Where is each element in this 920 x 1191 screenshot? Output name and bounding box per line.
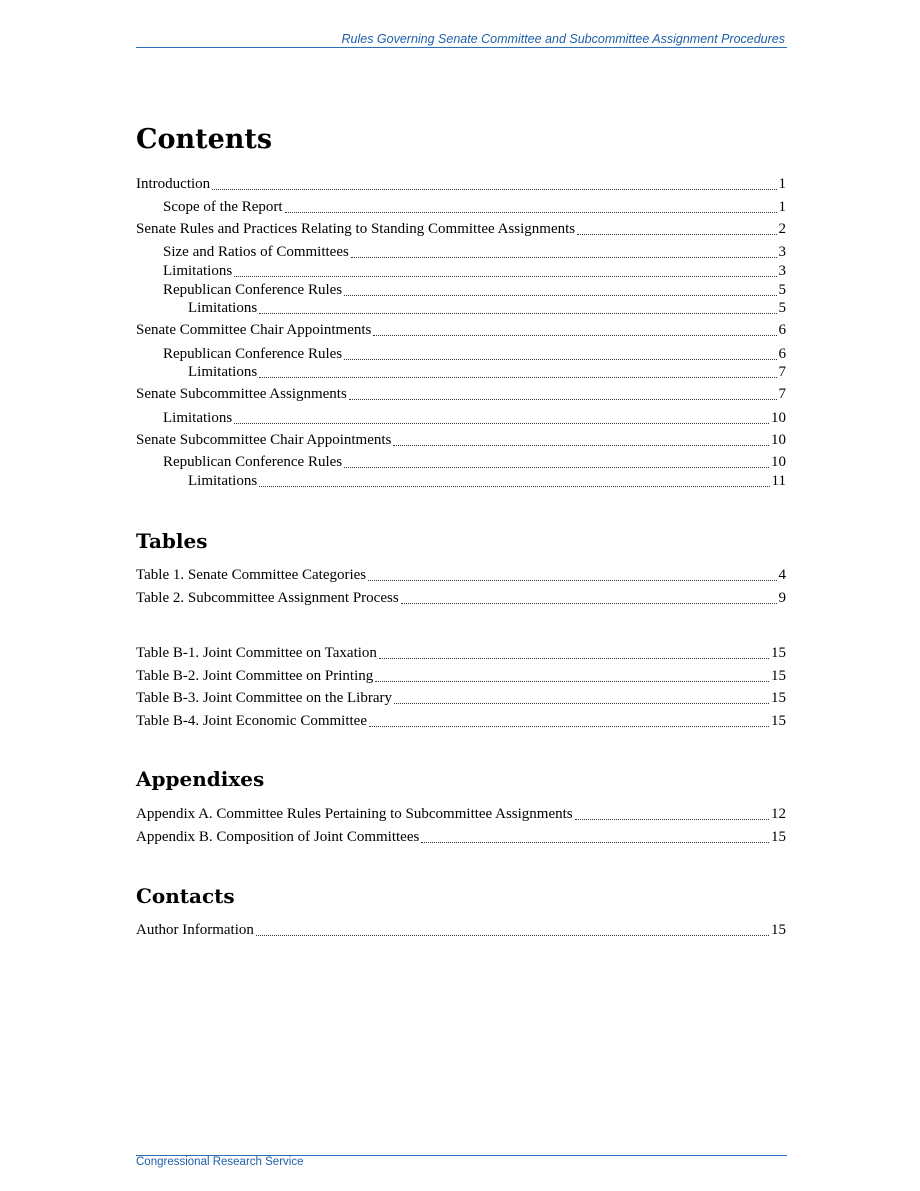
toc-entry-senate-rules-practices[interactable]: [136, 219, 786, 239]
toc-entry-appendix-b[interactable]: [136, 827, 786, 847]
toc-entry-page: 10: [771, 432, 786, 448]
toc-entry-page: 15: [771, 829, 786, 845]
dot-leader: [234, 276, 776, 277]
dot-leader: [379, 658, 769, 659]
toc-entry-limitations[interactable]: [188, 362, 786, 382]
dot-leader: [344, 359, 776, 360]
toc-entry-title: Size and Ratios of Committees: [163, 244, 349, 260]
dot-leader: [373, 335, 776, 336]
dot-leader: [234, 423, 769, 424]
toc-entry-subcommittee-chair-appointments[interactable]: [136, 430, 786, 450]
dot-leader: [259, 313, 776, 314]
toc-entry-title: Table B-1. Joint Committee on Taxation: [136, 645, 377, 661]
toc-entry-title: Limitations: [188, 300, 258, 316]
toc-entry-page: 7: [778, 386, 786, 402]
toc-entry-page: 15: [771, 668, 786, 684]
toc-entry-title: Table 2. Subcommittee Assignment Process: [136, 590, 399, 606]
toc-entry-title: Limitations: [163, 410, 233, 426]
toc-entry-limitations[interactable]: [163, 261, 786, 281]
dot-leader: [394, 703, 769, 704]
contents-heading: Contents: [136, 124, 273, 155]
toc-entry-size-ratios[interactable]: [163, 242, 786, 262]
dot-leader: [344, 295, 776, 296]
toc-entry-page: 6: [778, 322, 786, 338]
toc-entry-introduction[interactable]: [136, 174, 786, 194]
toc-entry-title: Senate Subcommittee Assignments: [136, 386, 347, 402]
toc-entry-title: Republican Conference Rules: [163, 346, 343, 362]
toc-entry-title: Table B-4. Joint Economic Committee: [136, 713, 367, 729]
toc-entry-limitations[interactable]: [188, 471, 786, 491]
toc-entry-table-2[interactable]: [136, 588, 786, 608]
dot-leader: [349, 399, 777, 400]
toc-entry-title: Republican Conference Rules: [163, 282, 343, 298]
dot-leader: [259, 377, 776, 378]
toc-entry-title: Table B-2. Joint Committee on Printing: [136, 668, 374, 684]
toc-entry-title: Senate Subcommittee Chair Appointments: [136, 432, 392, 448]
contacts-heading: Contacts: [136, 884, 235, 908]
toc-entry-title: Limitations: [188, 364, 258, 380]
toc-entry-appendix-a[interactable]: [136, 804, 786, 824]
dot-leader: [369, 726, 769, 727]
tables-heading: Tables: [136, 529, 208, 553]
running-header: Rules Governing Senate Committee and Subcommittee Assignment Procedures: [341, 32, 785, 46]
dot-leader: [375, 681, 769, 682]
toc-entry-author-information[interactable]: [136, 920, 786, 940]
dot-leader: [285, 212, 777, 213]
toc-entry-page: 12: [771, 806, 786, 822]
dot-leader: [259, 486, 769, 487]
toc-entry-title: Table 1. Senate Committee Categories: [136, 567, 367, 583]
dot-leader: [212, 189, 776, 190]
toc-entry-table-1[interactable]: [136, 565, 786, 585]
toc-entry-title: Table B-3. Joint Committee on the Library: [136, 690, 392, 706]
toc-entry-subcommittee-assignments[interactable]: [136, 384, 786, 404]
toc-entry-title: Limitations: [188, 473, 258, 489]
toc-entry-republican-conference-rules[interactable]: [163, 452, 786, 472]
footer-organization: Congressional Research Service: [136, 1156, 304, 1168]
toc-entry-page: 10: [771, 410, 786, 426]
toc-entry-title: Senate Committee Chair Appointments: [136, 322, 372, 338]
toc-entry-republican-conference-rules[interactable]: [163, 344, 786, 364]
toc-entry-table-b4[interactable]: [136, 711, 786, 731]
toc-entry-title: Author Information: [136, 922, 254, 938]
toc-entry-limitations[interactable]: [163, 408, 786, 428]
appendixes-heading: Appendixes: [136, 767, 265, 791]
toc-entry-page: 2: [778, 221, 786, 237]
toc-entry-title: Appendix B. Composition of Joint Committees: [136, 829, 420, 845]
toc-entry-page: 1: [778, 199, 786, 215]
dot-leader: [344, 467, 769, 468]
toc-entry-title: Senate Rules and Practices Relating to Standing Committee Assignments: [136, 221, 576, 237]
toc-entry-title: Limitations: [163, 263, 233, 279]
toc-entry-committee-chair-appointments[interactable]: [136, 320, 786, 340]
header-divider: [136, 47, 787, 48]
dot-leader: [393, 445, 769, 446]
toc-entry-table-b3[interactable]: [136, 688, 786, 708]
toc-entry-page: 5: [778, 282, 786, 298]
toc-entry-title: Introduction: [136, 176, 211, 192]
toc-entry-page: 11: [771, 473, 786, 489]
dot-leader: [421, 842, 769, 843]
toc-entry-table-b1[interactable]: [136, 643, 786, 663]
toc-entry-republican-conference-rules[interactable]: [163, 280, 786, 300]
toc-entry-title: Scope of the Report: [163, 199, 283, 215]
toc-entry-page: 4: [778, 567, 786, 583]
toc-entry-page: 3: [778, 263, 786, 279]
toc-entry-page: 7: [778, 364, 786, 380]
dot-leader: [256, 935, 769, 936]
toc-entry-page: 10: [771, 454, 786, 470]
dot-leader: [401, 603, 777, 604]
toc-entry-scope-of-report[interactable]: [163, 197, 786, 217]
toc-entry-page: 15: [771, 922, 786, 938]
toc-entry-page: 3: [778, 244, 786, 260]
dot-leader: [575, 819, 769, 820]
toc-entry-table-b2[interactable]: [136, 666, 786, 686]
dot-leader: [577, 234, 776, 235]
toc-entry-limitations[interactable]: [188, 298, 786, 318]
dot-leader: [368, 580, 776, 581]
toc-entry-title: Republican Conference Rules: [163, 454, 343, 470]
toc-entry-page: 1: [778, 176, 786, 192]
toc-entry-page: 15: [771, 645, 786, 661]
toc-entry-title: Appendix A. Committee Rules Pertaining to Subcommittee Assignments: [136, 806, 573, 822]
toc-entry-page: 6: [778, 346, 786, 362]
toc-entry-page: 15: [771, 690, 786, 706]
toc-entry-page: 15: [771, 713, 786, 729]
dot-leader: [351, 257, 777, 258]
toc-entry-page: 9: [778, 590, 786, 606]
toc-entry-page: 5: [778, 300, 786, 316]
